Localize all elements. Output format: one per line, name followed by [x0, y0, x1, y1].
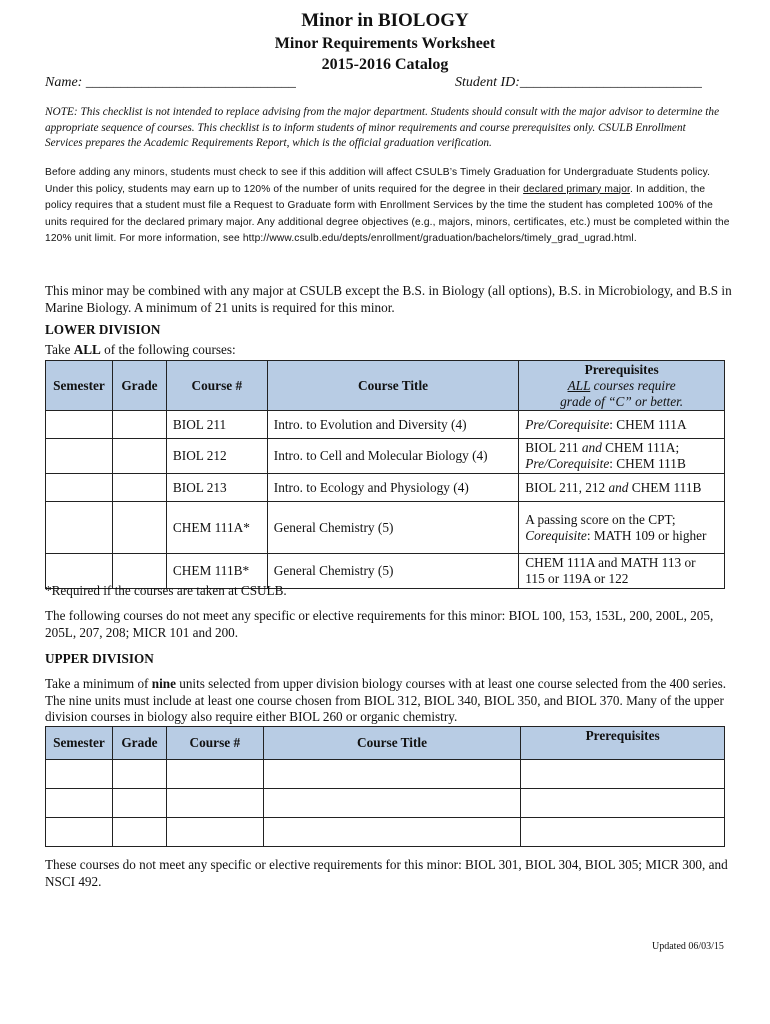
course-number-cell[interactable]: [166, 760, 263, 789]
lower-division-heading: LOWER DIVISION: [45, 322, 161, 337]
course-title: General Chemistry (5): [267, 554, 519, 589]
table-row: [46, 760, 725, 789]
instruction-emphasis: ALL: [73, 342, 101, 357]
table-row: [46, 474, 725, 502]
grade-cell[interactable]: [112, 502, 166, 554]
prereq-italic: and: [581, 440, 602, 455]
name-field[interactable]: Name: ______________________________: [45, 75, 296, 90]
semester-cell[interactable]: [46, 818, 113, 847]
catalog-year: 2015-2016 Catalog: [321, 56, 449, 73]
course-title-header: Course Title: [267, 361, 519, 411]
prerequisite: [519, 439, 725, 474]
prerequisites-header: Prerequisites: [521, 727, 725, 760]
semester-cell[interactable]: [46, 411, 113, 439]
grade-cell[interactable]: [112, 411, 166, 439]
lower-division-table: [45, 360, 725, 589]
course-title-cell[interactable]: [263, 760, 520, 789]
course-title: Intro. to Cell and Molecular Biology (4): [267, 439, 519, 474]
course-number-cell[interactable]: [166, 789, 263, 818]
instruction-text: units selected from upper division biology courses with at least one course selected from the 400 series. The nine units must include at least one course chosen from BIOL 312, BIOL 340, BIOL 350, and BIOL 370. Many of the upper division courses in biology also require either BIOL 260 or organic chemistry.: [45, 676, 727, 724]
course-title-cell[interactable]: [263, 789, 520, 818]
course-number: BIOL 212: [166, 439, 267, 474]
updated-date: Updated 06/03/15: [652, 941, 724, 952]
instruction-text: Take: [45, 342, 74, 357]
prereq-text: : CHEM 111A: [609, 416, 687, 432]
grade-header: Grade: [112, 727, 166, 760]
grade-cell[interactable]: [112, 760, 166, 789]
course-number-header: Course #: [166, 361, 267, 411]
required-footnote: *Required if the courses are taken at CSULB.: [45, 583, 287, 598]
grade-cell[interactable]: [112, 789, 166, 818]
table-row: [46, 789, 725, 818]
course-title: General Chemistry (5): [267, 502, 519, 554]
prereq-italic: and: [608, 479, 629, 495]
table-header-row: [46, 361, 725, 411]
lower-exclusions: The following courses do not meet any specific or elective requirements for this minor: BIOL 100, 153, 153L, 200, 200L, 205, 205L, 207, 208; MICR 101 and 200.: [45, 608, 714, 640]
semester-cell[interactable]: [46, 789, 113, 818]
prerequisite: [519, 411, 725, 439]
prereq-text: A passing score on the CPT;: [525, 511, 676, 527]
instruction-emphasis: nine: [151, 676, 176, 691]
upper-exclusions: These courses do not meet any specific or elective requirements for this minor: BIOL 301, BIOL 304, BIOL 305; MICR 300, and NSCI 492.: [45, 857, 728, 889]
student-id-field[interactable]: Student ID:__________________________: [455, 75, 702, 90]
semester-cell[interactable]: [46, 760, 113, 789]
instruction-text: Take a minimum of: [45, 676, 152, 691]
table-row: [46, 502, 725, 554]
upper-division-heading: UPPER DIVISION: [45, 651, 154, 666]
course-title: Intro. to Evolution and Diversity (4): [267, 411, 519, 439]
policy-text-2: . In addition, the policy requires that a student must file a Request to Graduate form with Enrollment Services by the time the student has completed 100% of the units required for the declared primary major. Any additional degree objectives (e.g., majors, minors, certificates, etc.) must be completed within the 120% unit limit. For more information, see http://www.csulb.edu/depts/enrollment/graduation/bachelors/timely_grad_ugrad.html.: [45, 183, 730, 244]
prereq-text: CHEM 111A;: [601, 440, 680, 455]
policy-text-1: Before adding any minors, students must check to see if this addition will affect CSULB’s Timely Graduation for Undergraduate Students policy. Under this policy, students may earn up to 120% of the number of units required for the degree in their: [45, 167, 711, 195]
grade-cell[interactable]: [112, 474, 166, 502]
course-number: CHEM 111B*: [166, 554, 267, 589]
course-title-header: Course Title: [263, 727, 520, 760]
prereq-text: BIOL 211: [525, 440, 582, 455]
semester-cell[interactable]: [46, 474, 113, 502]
table-row: [46, 818, 725, 847]
prereq-italic: Corequisite: [525, 527, 587, 543]
grade-cell[interactable]: [112, 439, 166, 474]
grade-header: Grade: [112, 361, 166, 411]
course-number-cell[interactable]: [166, 818, 263, 847]
prereq-text: : CHEM 111B: [609, 456, 686, 471]
course-number: CHEM 111A*: [166, 502, 267, 554]
prereq-header-title: Prerequisites: [584, 361, 659, 377]
grade-cell[interactable]: [112, 818, 166, 847]
prerequisite-cell[interactable]: [521, 760, 725, 789]
table-row: [46, 439, 725, 474]
prereq-text: : MATH 109 or higher: [586, 527, 707, 543]
prereq-header-text: courses require: [590, 377, 676, 393]
course-number-header: Course #: [166, 727, 263, 760]
table-header-row: [46, 727, 725, 760]
page-title: Minor in BIOLOGY: [301, 10, 469, 31]
prerequisite-cell[interactable]: [521, 818, 725, 847]
upper-division-instruction: [45, 676, 735, 726]
prerequisite: [519, 474, 725, 502]
semester-header: Semester: [46, 361, 113, 411]
semester-cell[interactable]: [46, 439, 113, 474]
course-number: BIOL 213: [166, 474, 267, 502]
course-number: BIOL 211: [166, 411, 267, 439]
prereq-text: CHEM 111B: [628, 479, 702, 495]
semester-cell[interactable]: [46, 502, 113, 554]
table-row: [46, 411, 725, 439]
prerequisites-header: [519, 361, 725, 411]
prereq-italic: Pre/Corequisite: [525, 416, 610, 432]
prereq-italic: Pre/Corequisite: [525, 456, 610, 471]
course-title-cell[interactable]: [263, 818, 520, 847]
advising-note: NOTE: This checklist is not intended to replace advising from the major department. Students should consult with the major advisor to determine the appropriate sequence of courses. This checklist is to inform students of minor requirements and course prerequisites only. CSULB Enrollment Services prepares the Academic Requirements Report, which is the official graduation verification.: [45, 106, 720, 149]
semester-header: Semester: [46, 727, 113, 760]
combination-note: This minor may be combined with any major at CSULB except the B.S. in Biology (all options), B.S. in Microbiology, and B.S in Marine Biology. A minimum of 21 units is required for this minor.: [45, 283, 732, 315]
prereq-header-emphasis: ALL: [567, 377, 591, 393]
policy-underlined-text: declared primary major: [523, 183, 630, 195]
upper-division-table: [45, 726, 725, 847]
prerequisite: [519, 502, 725, 554]
prereq-header-text: grade of “C” or better.: [560, 393, 684, 409]
prerequisite-cell[interactable]: [521, 789, 725, 818]
prerequisite: CHEM 111A and MATH 113 or 115 or 119A or 122: [519, 554, 725, 589]
instruction-text: of the following courses:: [100, 342, 236, 357]
timely-graduation-policy: [45, 165, 730, 248]
lower-division-instruction: [45, 342, 735, 359]
prereq-text: BIOL 211, 212: [525, 479, 609, 495]
worksheet-subtitle: Minor Requirements Worksheet: [274, 35, 496, 52]
course-title: Intro. to Ecology and Physiology (4): [267, 474, 519, 502]
